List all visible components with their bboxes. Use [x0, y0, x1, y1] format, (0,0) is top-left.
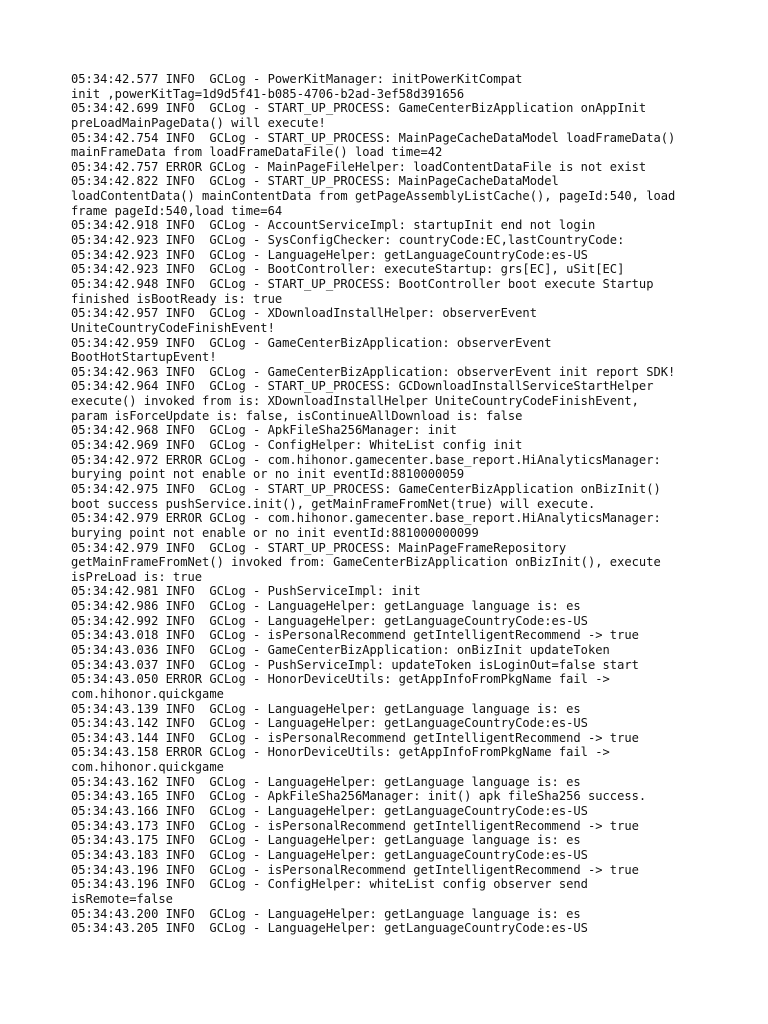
- log-line: boot success pushService.init(), getMainFrameFromNet(true) will execute.: [71, 496, 596, 511]
- log-line: 05:34:42.992 INFO GCLog - LanguageHelper: getLanguageCountryCode:es-US: [71, 613, 588, 628]
- log-line: 05:34:43.165 INFO GCLog - ApkFileSha256Manager: init() apk fileSha256 success.: [71, 789, 647, 804]
- log-line: 05:34:42.923 INFO GCLog - LanguageHelper: getLanguageCountryCode:es-US: [71, 247, 588, 262]
- log-line: 05:34:42.959 INFO GCLog - GameCenterBizApplication: observerEvent: [71, 335, 552, 350]
- log-line: loadContentData() mainContentData from getPageAssemblyListCache(), pageId:540, load: [71, 189, 676, 204]
- log-line: 05:34:42.699 INFO GCLog - START_UP_PROCESS: GameCenterBizApplication onAppInit: [71, 101, 647, 116]
- log-line: 05:34:42.822 INFO GCLog - START_UP_PROCESS: MainPageCacheDataModel: [71, 174, 559, 189]
- log-line: BootHotStartupEvent!: [71, 350, 217, 365]
- log-line: 05:34:42.972 ERROR GCLog - com.hihonor.gamecenter.base_report.HiAnalyticsManager:: [71, 452, 661, 467]
- log-line: 05:34:43.139 INFO GCLog - LanguageHelper: getLanguage language is: es: [71, 701, 581, 716]
- log-document: [71, 72, 711, 936]
- log-line: 05:34:42.981 INFO GCLog - PushServiceImpl: init: [71, 584, 421, 599]
- log-line: 05:34:43.144 INFO GCLog - isPersonalRecommend getIntelligentRecommend -> true: [71, 730, 639, 745]
- log-line: 05:34:42.948 INFO GCLog - START_UP_PROCESS: BootController boot execute Startup: [71, 276, 654, 291]
- log-line: 05:34:42.963 INFO GCLog - GameCenterBizApplication: observerEvent init report SDK!: [71, 364, 676, 379]
- log-line: burying point not enable or no init eventId:881000000099: [71, 525, 479, 540]
- log-line: param isForceUpdate is: false, isContinueAllDownload is: false: [71, 408, 523, 423]
- log-line: burying point not enable or no init eventId:8810000059: [71, 467, 465, 482]
- log-line: isRemote=false: [71, 891, 173, 906]
- log-line: 05:34:43.173 INFO GCLog - isPersonalRecommend getIntelligentRecommend -> true: [71, 818, 639, 833]
- log-line: 05:34:43.050 ERROR GCLog - HonorDeviceUtils: getAppInfoFromPkgName fail ->: [71, 672, 610, 687]
- log-line: 05:34:42.754 INFO GCLog - START_UP_PROCESS: MainPageCacheDataModel loadFrameData(): [71, 130, 676, 145]
- log-line: isPreLoad is: true: [71, 569, 203, 584]
- log-line: UniteCountryCodeFinishEvent!: [71, 320, 275, 335]
- log-line: mainFrameData from loadFrameDataFile() load time=42: [71, 145, 443, 160]
- log-line: 05:34:42.757 ERROR GCLog - MainPageFileHelper: loadContentDataFile is not exist: [71, 159, 647, 174]
- log-line: 05:34:42.979 ERROR GCLog - com.hihonor.gamecenter.base_report.HiAnalyticsManager:: [71, 511, 661, 526]
- log-line: getMainFrameFromNet() invoked from: GameCenterBizApplication onBizInit(), execute: [71, 555, 661, 570]
- log-line: execute() invoked from is: XDownloadInstallHelper UniteCountryCodeFinishEvent,: [71, 394, 639, 409]
- log-line: 05:34:43.196 INFO GCLog - isPersonalRecommend getIntelligentRecommend -> true: [71, 862, 639, 877]
- log-line: com.hihonor.quickgame: [71, 760, 224, 775]
- log-line: 05:34:42.979 INFO GCLog - START_UP_PROCESS: MainPageFrameRepository: [71, 540, 567, 555]
- log-line: finished isBootReady is: true: [71, 291, 283, 306]
- log-line: 05:34:42.968 INFO GCLog - ApkFileSha256Manager: init: [71, 423, 457, 438]
- log-line: 05:34:42.918 INFO GCLog - AccountServiceImpl: startupInit end not login: [71, 218, 596, 233]
- log-line: 05:34:43.183 INFO GCLog - LanguageHelper: getLanguageCountryCode:es-US: [71, 847, 588, 862]
- log-line: 05:34:42.577 INFO GCLog - PowerKitManager: initPowerKitCompat: [71, 72, 523, 86]
- log-line: 05:34:43.200 INFO GCLog - LanguageHelper: getLanguage language is: es: [71, 906, 581, 921]
- log-line: frame pageId:540,load time=64: [71, 203, 283, 218]
- log-line: 05:34:43.018 INFO GCLog - isPersonalRecommend getIntelligentRecommend -> true: [71, 628, 639, 643]
- log-line: com.hihonor.quickgame: [71, 686, 224, 701]
- log-line: 05:34:43.162 INFO GCLog - LanguageHelper: getLanguage language is: es: [71, 774, 581, 789]
- log-line: 05:34:42.923 INFO GCLog - BootController: executeStartup: grs[EC], uSit[EC]: [71, 262, 625, 277]
- log-line: init ,powerKitTag=1d9d5f41-b085-4706-b2ad-3ef58d391656: [71, 86, 465, 101]
- log-line: 05:34:43.175 INFO GCLog - LanguageHelper: getLanguage language is: es: [71, 833, 581, 848]
- log-line: 05:34:42.964 INFO GCLog - START_UP_PROCESS: GCDownloadInstallServiceStartHelper: [71, 379, 654, 394]
- log-line: 05:34:42.923 INFO GCLog - SysConfigChecker: countryCode:EC,lastCountryCode:: [71, 233, 625, 248]
- log-line: 05:34:43.037 INFO GCLog - PushServiceImpl: updateToken isLoginOut=false start: [71, 657, 639, 672]
- log-line: 05:34:43.158 ERROR GCLog - HonorDeviceUtils: getAppInfoFromPkgName fail ->: [71, 745, 610, 760]
- log-line: 05:34:42.975 INFO GCLog - START_UP_PROCESS: GameCenterBizApplication onBizInit(): [71, 481, 661, 496]
- log-line: 05:34:43.142 INFO GCLog - LanguageHelper: getLanguageCountryCode:es-US: [71, 716, 588, 731]
- log-line: 05:34:43.196 INFO GCLog - ConfigHelper: whiteList config observer send: [71, 877, 588, 892]
- log-line: 05:34:42.957 INFO GCLog - XDownloadInstallHelper: observerEvent: [71, 306, 537, 321]
- log-line: preLoadMainPageData() will execute!: [71, 115, 326, 130]
- log-line: 05:34:43.205 INFO GCLog - LanguageHelper: getLanguageCountryCode:es-US: [71, 921, 588, 936]
- log-line: 05:34:43.036 INFO GCLog - GameCenterBizApplication: onBizInit updateToken: [71, 642, 610, 657]
- log-line: 05:34:42.969 INFO GCLog - ConfigHelper: WhiteList config init: [71, 438, 523, 453]
- log-line: 05:34:42.986 INFO GCLog - LanguageHelper: getLanguage language is: es: [71, 599, 581, 614]
- log-line: 05:34:43.166 INFO GCLog - LanguageHelper: getLanguageCountryCode:es-US: [71, 804, 588, 819]
